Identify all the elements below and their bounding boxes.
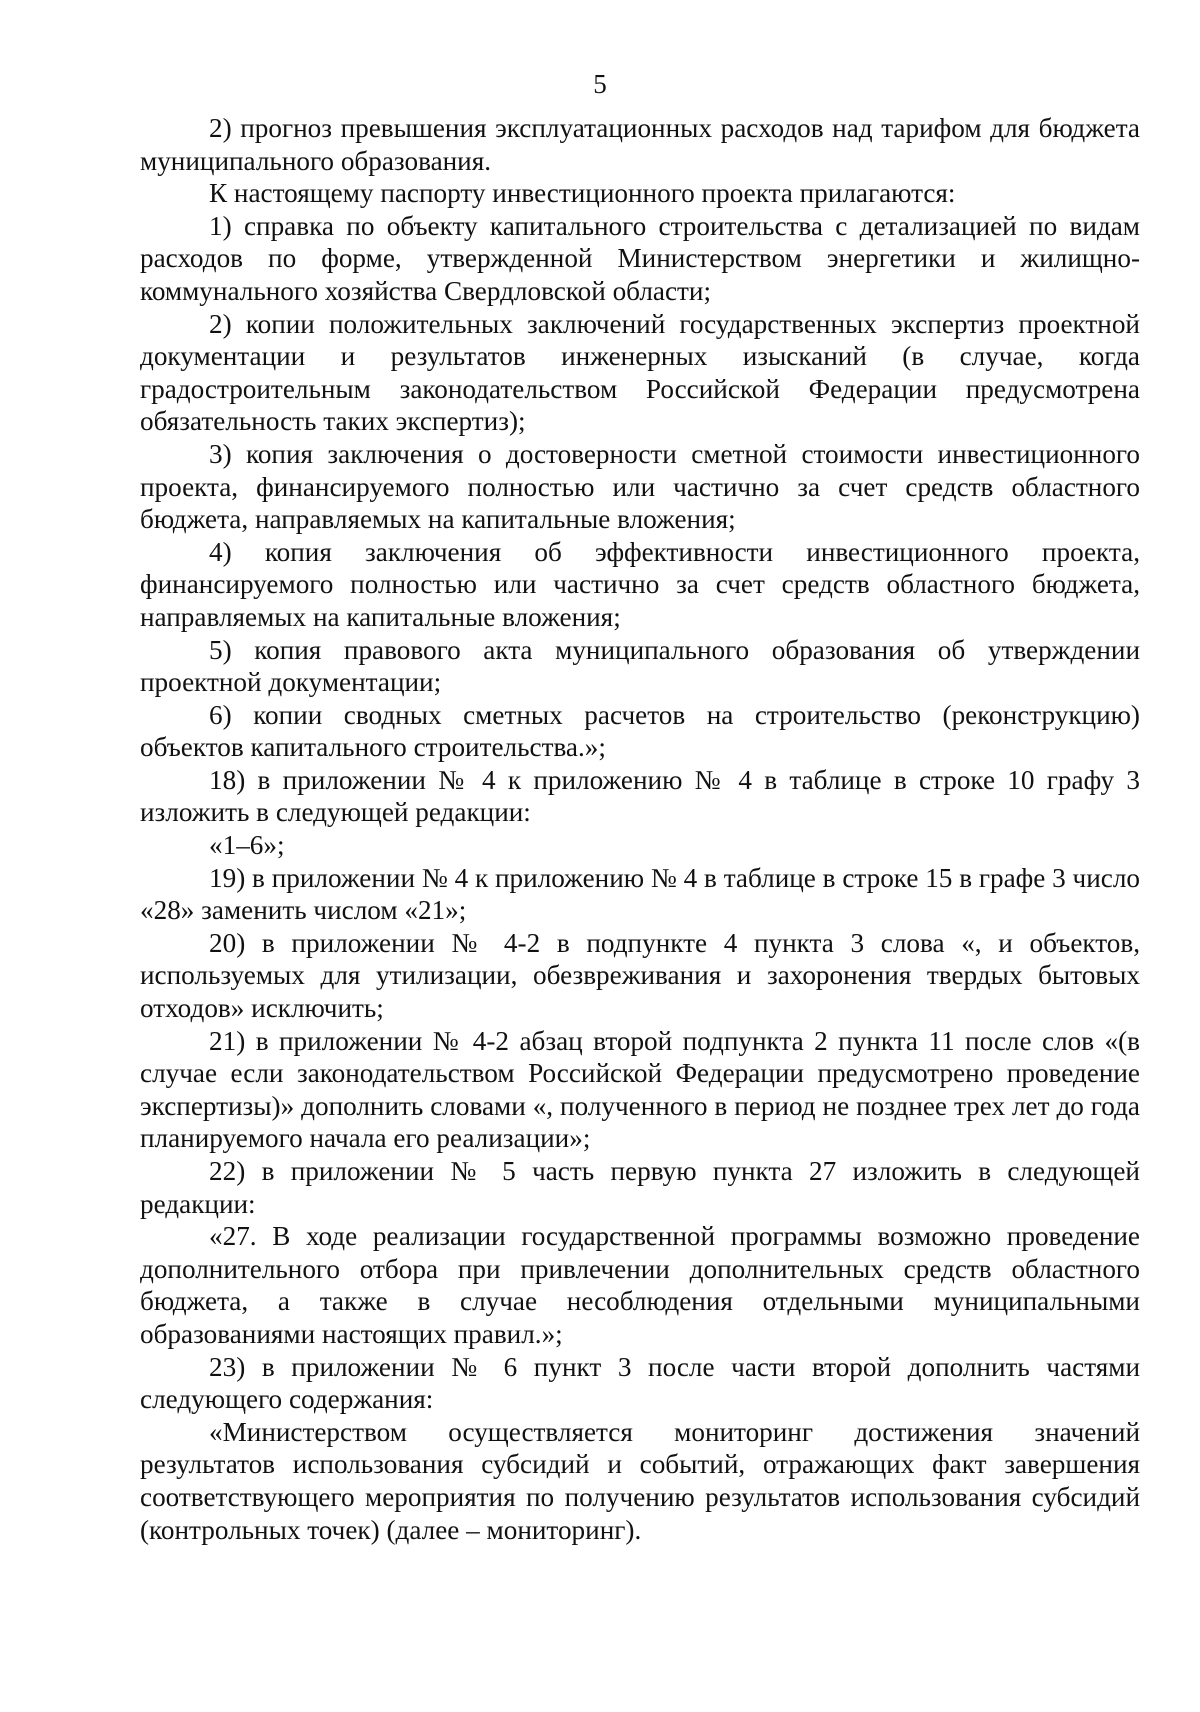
document-body [140, 112, 1140, 1546]
paragraph: 4) копия заключения об эффективности инвестиционного проекта, финансируемого полностью или частично за счет средств областного бюджета, направляемых на капитальные вложения; [140, 536, 1140, 632]
paragraph: 18) в приложении № 4 к приложению № 4 в таблице в строке 10 графу 3 изложить в следующей редакции: [140, 764, 1140, 828]
paragraph: «27. В ходе реализации государственной программы возможно проведение дополнительного отбора при привлечении дополнительных средств областного бюджета, а также в случае несоблюдения отдельными муниципальными образованиями настоящих правил.»; [140, 1221, 1140, 1349]
paragraph: 2) копии положительных заключений государственных экспертиз проектной документации и результатов инженерных изысканий (в случае, когда градостроительным законодательством Российской Федерации предусмотрена обязательность таких экспертиз); [140, 308, 1140, 437]
paragraph: 2) прогноз превышения эксплуатационных расходов над тарифом для бюджета муниципального образования. [140, 113, 1140, 176]
paragraph: 1) справка по объекту капитального строительства с детализацией по видам расходов по форме, утвержденной Министерством энергетики и жилищно-коммунального хозяйства Свердловской области; [140, 210, 1140, 306]
paragraph: К настоящему паспорту инвестиционного проекта прилагаются: [209, 178, 956, 209]
page-number: 5 [593, 69, 607, 99]
paragraph: 3) копия заключения о достоверности сметной стоимости инвестиционного проекта, финансируемого полностью или частично за счет средств областного бюджета, направляемых на капитальные вложения; [140, 438, 1140, 535]
paragraph: «Министерством осуществляется мониторинг достижения значений результатов использования субсидий и событий, отражающих факт завершения соответствующего мероприятия по получению результатов использования субсидий (контрольных точек) (далее – мониторинг). [140, 1416, 1140, 1545]
paragraph: 6) копии сводных сметных расчетов на строительство (реконструкцию) объектов капитального строительства.»; [140, 699, 1140, 763]
paragraph: 23) в приложении № 6 пункт 3 после части второй дополнить частями следующего содержания: [140, 1351, 1140, 1415]
paragraph: 21) в приложении № 4-2 абзац второй подпункта 2 пункта 11 после слов «(в случае если законодательством Российской Федерации предусмотрено проведение экспертизы)» дополнить словами «, полученного в период не позднее трех лет до года планируемого начала его реализации»; [140, 1025, 1140, 1154]
paragraph: 19) в приложении № 4 к приложению № 4 в таблице в строке 15 в графе 3 число «28» заменить числом «21»; [140, 862, 1140, 926]
paragraph: «1–6»; [209, 830, 285, 861]
paragraph: 20) в приложении № 4-2 в подпункте 4 пункта 3 слова «, и объектов, используемых для утилизации, обезвреживания и захоронения твердых бытовых отходов» исключить; [140, 927, 1140, 1024]
paragraph: 5) копия правового акта муниципального образования об утверждении проектной документации; [140, 634, 1140, 698]
paragraph: 22) в приложении № 5 часть первую пункта 27 изложить в следующей редакции: [140, 1156, 1140, 1219]
